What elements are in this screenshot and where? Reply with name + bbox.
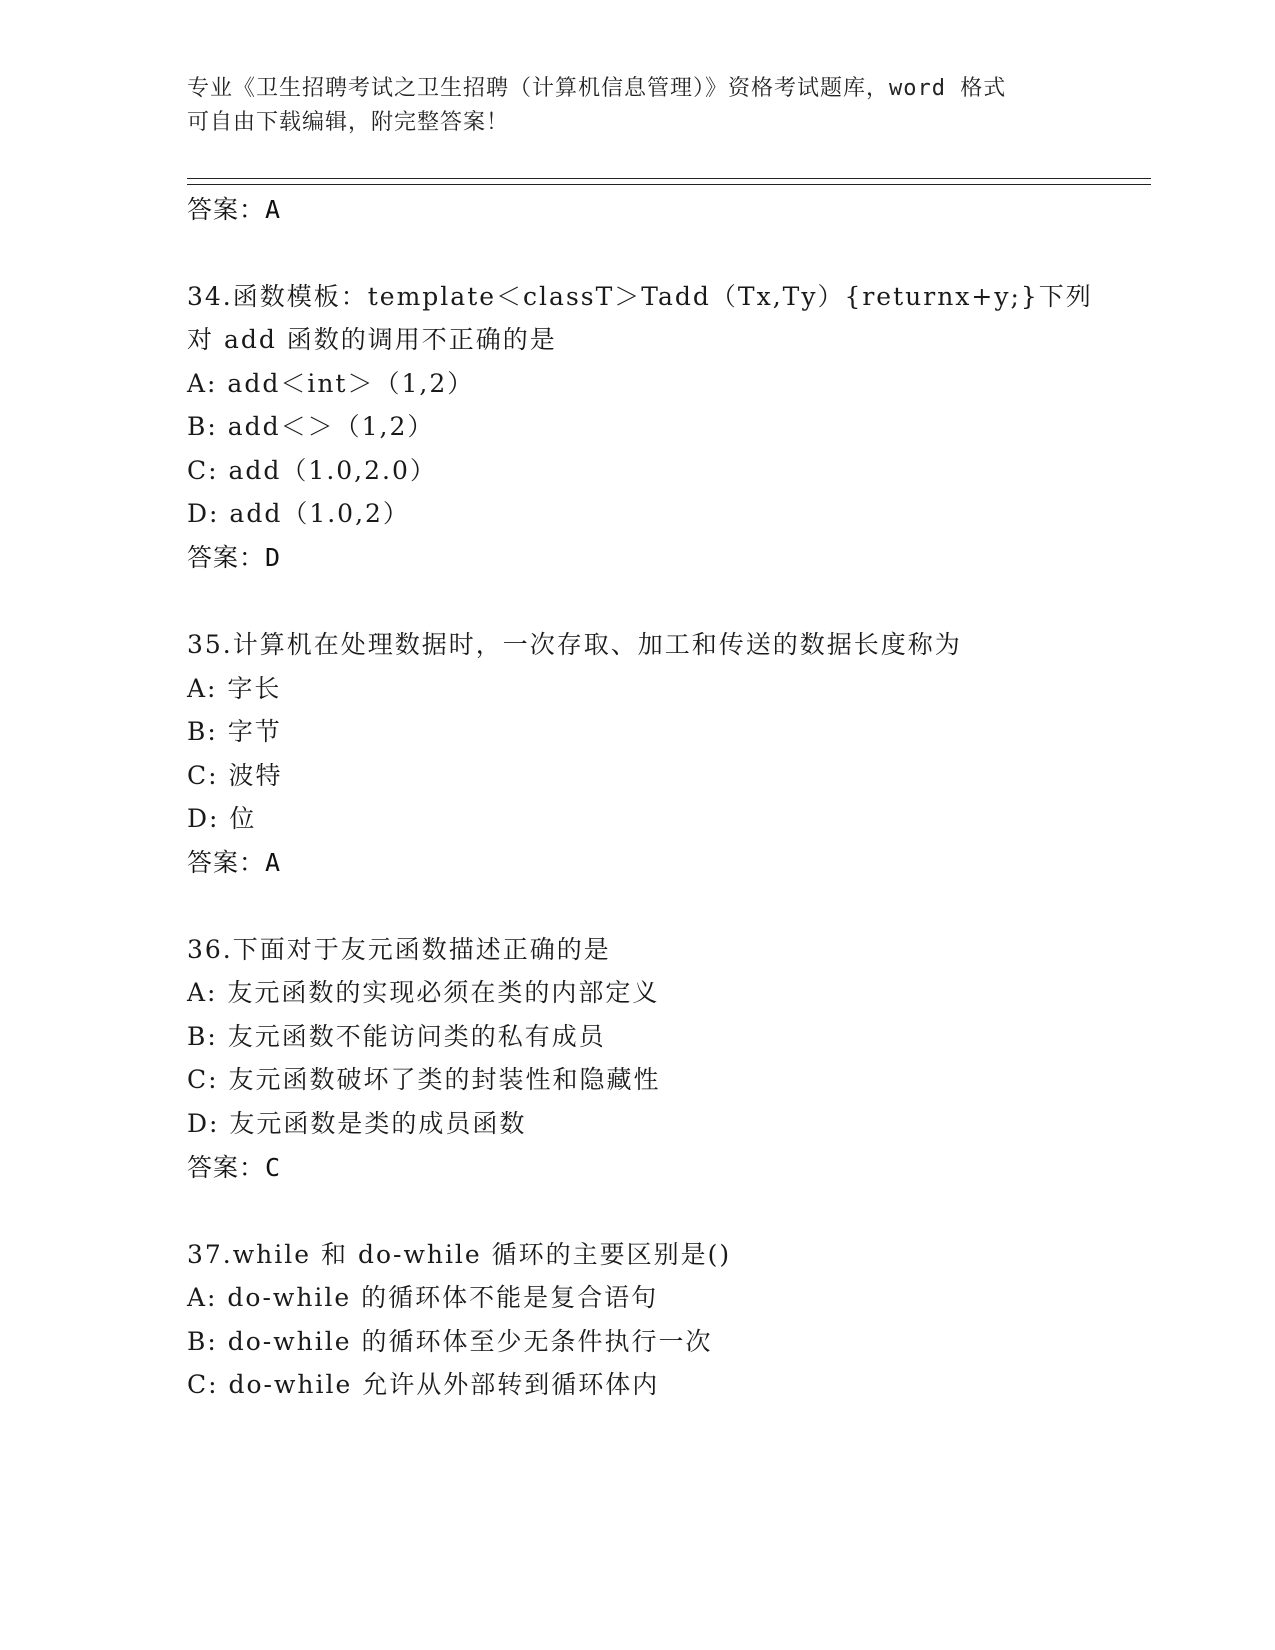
question-34-answer: 答案：D — [187, 543, 282, 572]
question-36-option-b: B: 友元函数不能访问类的私有成员 — [187, 1022, 606, 1051]
question-35-stem: 35.计算机在处理数据时，一次存取、加工和传送的数据长度称为 — [187, 630, 962, 659]
header-rule-top — [187, 178, 1151, 179]
question-37-option-a: A: do-while 的循环体不能是复合语句 — [187, 1283, 659, 1312]
question-36-answer: 答案：C — [187, 1153, 282, 1182]
header-title-line: 专业《卫生招聘考试之卫生招聘（计算机信息管理）》资格考试题库，word 格式 — [187, 76, 1007, 101]
question-36-stem: 36.下面对于友元函数描述正确的是 — [187, 935, 611, 964]
question-35-option-d: D: 位 — [187, 804, 257, 833]
question-34-stem-line2: 对 add 函数的调用不正确的是 — [187, 325, 557, 354]
question-36-option-a: A: 友元函数的实现必须在类的内部定义 — [187, 978, 660, 1007]
header-subtitle-line: 可自由下载编辑，附完整答案！ — [187, 110, 510, 135]
document-header — [187, 72, 1087, 140]
header-rule-bottom — [187, 184, 1151, 185]
question-34-option-a: A: add＜int＞（1,2） — [187, 369, 475, 398]
question-36-option-c: C: 友元函数破坏了类的封装性和隐藏性 — [187, 1065, 661, 1094]
question-34-option-b: B: add＜＞（1,2） — [187, 412, 435, 441]
question-34-stem-line1: 34.函数模板：template＜classT＞Tadd（Tx,Ty）{returnx+y;}下列 — [187, 282, 1093, 311]
answer-prev: 答案：A — [187, 195, 282, 224]
question-35-option-c: C: 波特 — [187, 761, 283, 790]
question-37-option-b: B: do-while 的循环体至少无条件执行一次 — [187, 1327, 713, 1356]
question-34-option-d: D: add（1.0,2） — [187, 499, 410, 528]
question-35-option-b: B: 字节 — [187, 717, 282, 746]
question-37-stem: 37.while 和 do-while 循环的主要区别是() — [187, 1240, 732, 1269]
question-35-answer: 答案：A — [187, 848, 282, 877]
question-37-option-c: C: do-while 允许从外部转到循环体内 — [187, 1370, 660, 1399]
question-36-option-d: D: 友元函数是类的成员函数 — [187, 1109, 527, 1138]
question-35-option-a: A: 字长 — [187, 674, 282, 703]
question-34-option-c: C: add（1.0,2.0） — [187, 456, 437, 485]
